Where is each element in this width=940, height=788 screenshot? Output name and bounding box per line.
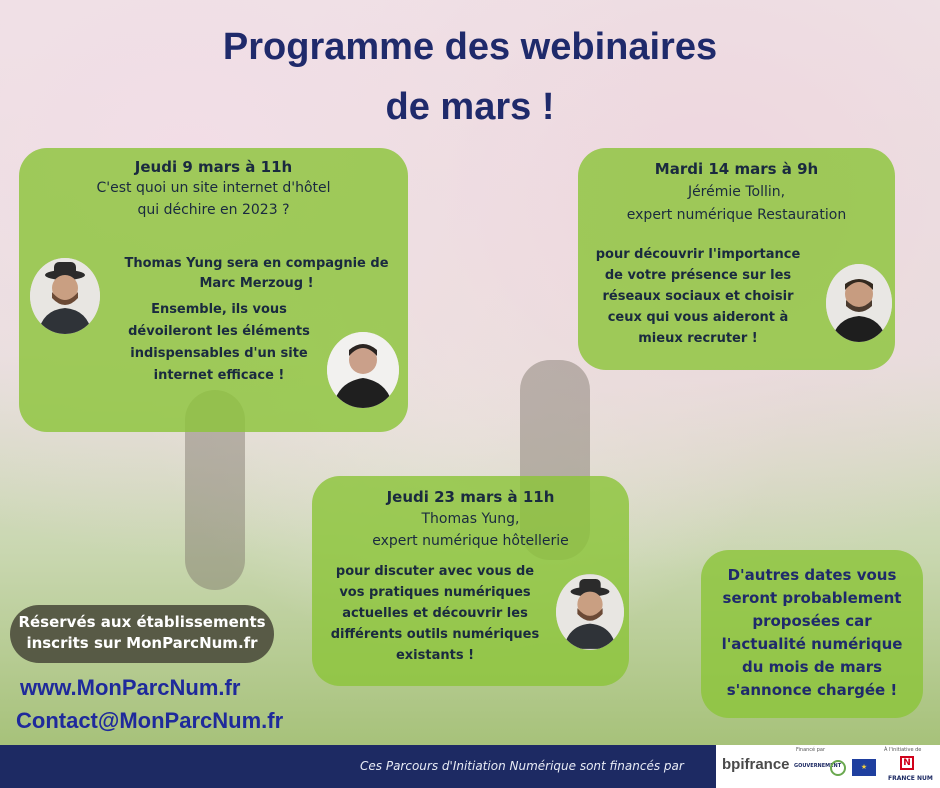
france-num-icon: N — [900, 756, 914, 770]
jeremie-tollin-photo — [826, 264, 892, 342]
footer-financing-text: Ces Parcours d'Initiation Numérique sont financés par — [360, 759, 684, 773]
card1-subtitle-line-2: qui déchire en 2023 ? — [137, 202, 290, 218]
card2-desc-line-4: ceux qui vous aideront à — [607, 310, 789, 325]
recovery-plan-icon — [830, 760, 846, 776]
card3-desc-line-3: actuelles et découvrir les — [342, 606, 528, 621]
card1-date: Jeudi 9 mars à 11h — [134, 158, 293, 176]
card4-line-2: seront probablement — [722, 589, 902, 607]
notice-line-1: Réservés aux établissements — [18, 613, 266, 631]
card1-subtitle-line-1: C'est quoi un site internet d'hôtel — [96, 180, 331, 196]
card3-desc-line-1: pour discuter avec vous de — [335, 564, 535, 579]
bpifrance-logo: bpifrance — [722, 756, 790, 773]
card2-role: expert numérique Restauration — [626, 207, 847, 223]
card4-line-1: D'autres dates vous — [727, 566, 897, 584]
card3-speaker: Thomas Yung, — [421, 511, 520, 527]
card2-date: Mardi 14 mars à 9h — [654, 160, 819, 178]
card2-desc-line-5: mieux recruter ! — [638, 331, 758, 346]
title-line-2: de mars ! — [385, 86, 555, 128]
card1-desc-line-4: internet efficace ! — [153, 368, 285, 383]
webinar-card-1 — [19, 148, 408, 432]
card1-speaker-line-1: Thomas Yung sera en compagnie de — [124, 256, 389, 271]
contact-email-link[interactable]: Contact@MonParcNum.fr — [16, 708, 284, 733]
card4-line-6: s'annonce chargée ! — [726, 681, 898, 699]
other-dates-card — [701, 550, 923, 718]
website-link[interactable]: www.MonParcNum.fr — [20, 675, 241, 700]
card3-role: expert numérique hôtellerie — [372, 533, 569, 549]
page-title — [0, 22, 940, 132]
card4-line-4: l'actualité numérique — [721, 635, 903, 653]
card4-line-3: proposées car — [752, 612, 872, 630]
card2-speaker: Jérémie Tollin, — [687, 184, 786, 200]
card2-desc-line-3: réseaux sociaux et choisir — [602, 289, 794, 304]
thomas-yung-photo — [30, 258, 100, 334]
title-line-1: Programme des webinaires — [222, 26, 718, 68]
card1-desc-line-2: dévoileront les éléments — [128, 324, 310, 339]
card1-desc-line-1: Ensemble, ils vous — [151, 302, 287, 317]
eu-flag-icon: ★ — [852, 759, 876, 776]
webinar-card-2 — [578, 148, 895, 370]
card4-line-5: du mois de mars — [741, 658, 883, 676]
marc-merzoug-photo — [327, 332, 399, 408]
card3-date: Jeudi 23 mars à 11h — [386, 488, 555, 506]
card3-desc-line-5: existants ! — [395, 648, 475, 663]
notice-line-2: inscrits sur MonParcNum.fr — [26, 634, 258, 652]
reserved-notice — [10, 605, 274, 663]
card3-desc-line-4: différents outils numériques — [330, 627, 540, 642]
card3-desc-line-2: vos pratiques numériques — [339, 585, 531, 600]
webinar-card-3 — [312, 476, 629, 686]
finance-par-label: Financé par — [796, 747, 826, 753]
thomas-yung-photo — [556, 574, 624, 650]
card1-desc-line-3: indispensables d'un site — [130, 346, 308, 361]
france-num-logo: FRANCE NUM — [888, 775, 933, 782]
initiative-label: À l'initiative de — [884, 747, 922, 753]
card1-speaker-line-2: Marc Merzoug ! — [199, 276, 314, 291]
gouvernement-logo: GOUVERNEMENT — [794, 763, 842, 769]
footer-bar — [0, 745, 940, 788]
card2-desc-line-1: pour découvrir l'importance — [595, 247, 801, 262]
sponsor-logos — [716, 745, 940, 788]
card2-desc-line-2: de votre présence sur les — [604, 268, 792, 283]
